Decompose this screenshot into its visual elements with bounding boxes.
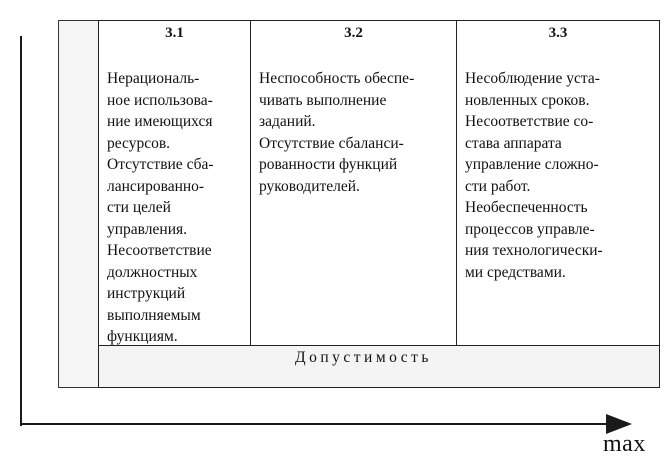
footer-row [98,346,660,388]
column-header: 3.1 [165,25,184,41]
column-3-1 [99,21,251,345]
text-line: функциям. [107,328,178,345]
text-line: чивать выполнение [259,91,387,109]
text-line: Нерациональ- [107,70,200,87]
text-line: ния технологически- [465,242,603,259]
column-3-3 [457,21,659,345]
text-line: става аппарата [465,134,562,152]
text-line: рованности функций [259,156,398,173]
footer-label: Допустимость [295,349,432,366]
horizontal-axis [20,423,610,425]
text-line: Несоблюдение уста- [465,70,600,87]
column-3-2 [251,21,457,345]
column-header: 3.3 [548,25,568,41]
text-line: Неспособность обеспе- [259,70,415,87]
text-line: управления. [107,220,187,238]
text-line: ное использова- [107,91,213,109]
axis-label-max: max [603,431,646,457]
column-header: 3.2 [344,25,363,41]
text-line: Отсутствие сбаланси- [259,134,404,152]
text-line: ми средствами. [465,263,566,281]
column-text [107,68,246,348]
risk-table [98,20,660,346]
text-line: процессов управле- [465,220,595,238]
text-line: Несоответствие [107,242,212,259]
text-line: Необеспеченность [465,199,588,216]
text-line: инструкций [107,285,186,302]
column-text [465,68,655,283]
text-line: выполняемым [107,306,201,324]
text-line: заданий. [259,113,316,130]
text-line: сти работ. [465,177,531,195]
column-text [259,68,452,197]
text-line: Несоответствие со- [465,113,594,130]
text-line: ресурсов. [107,134,171,152]
text-line: Отсутствие сба- [107,156,214,173]
text-line: новленных сроков. [465,91,590,109]
text-line: сти целей [107,199,171,216]
text-line: руководителей. [259,177,360,195]
text-line: лансированно- [107,177,205,195]
text-line: должностных [107,263,198,281]
text-line: ние имеющихся [107,113,213,130]
text-line: управление сложно- [465,156,599,173]
vertical-axis [20,36,22,426]
